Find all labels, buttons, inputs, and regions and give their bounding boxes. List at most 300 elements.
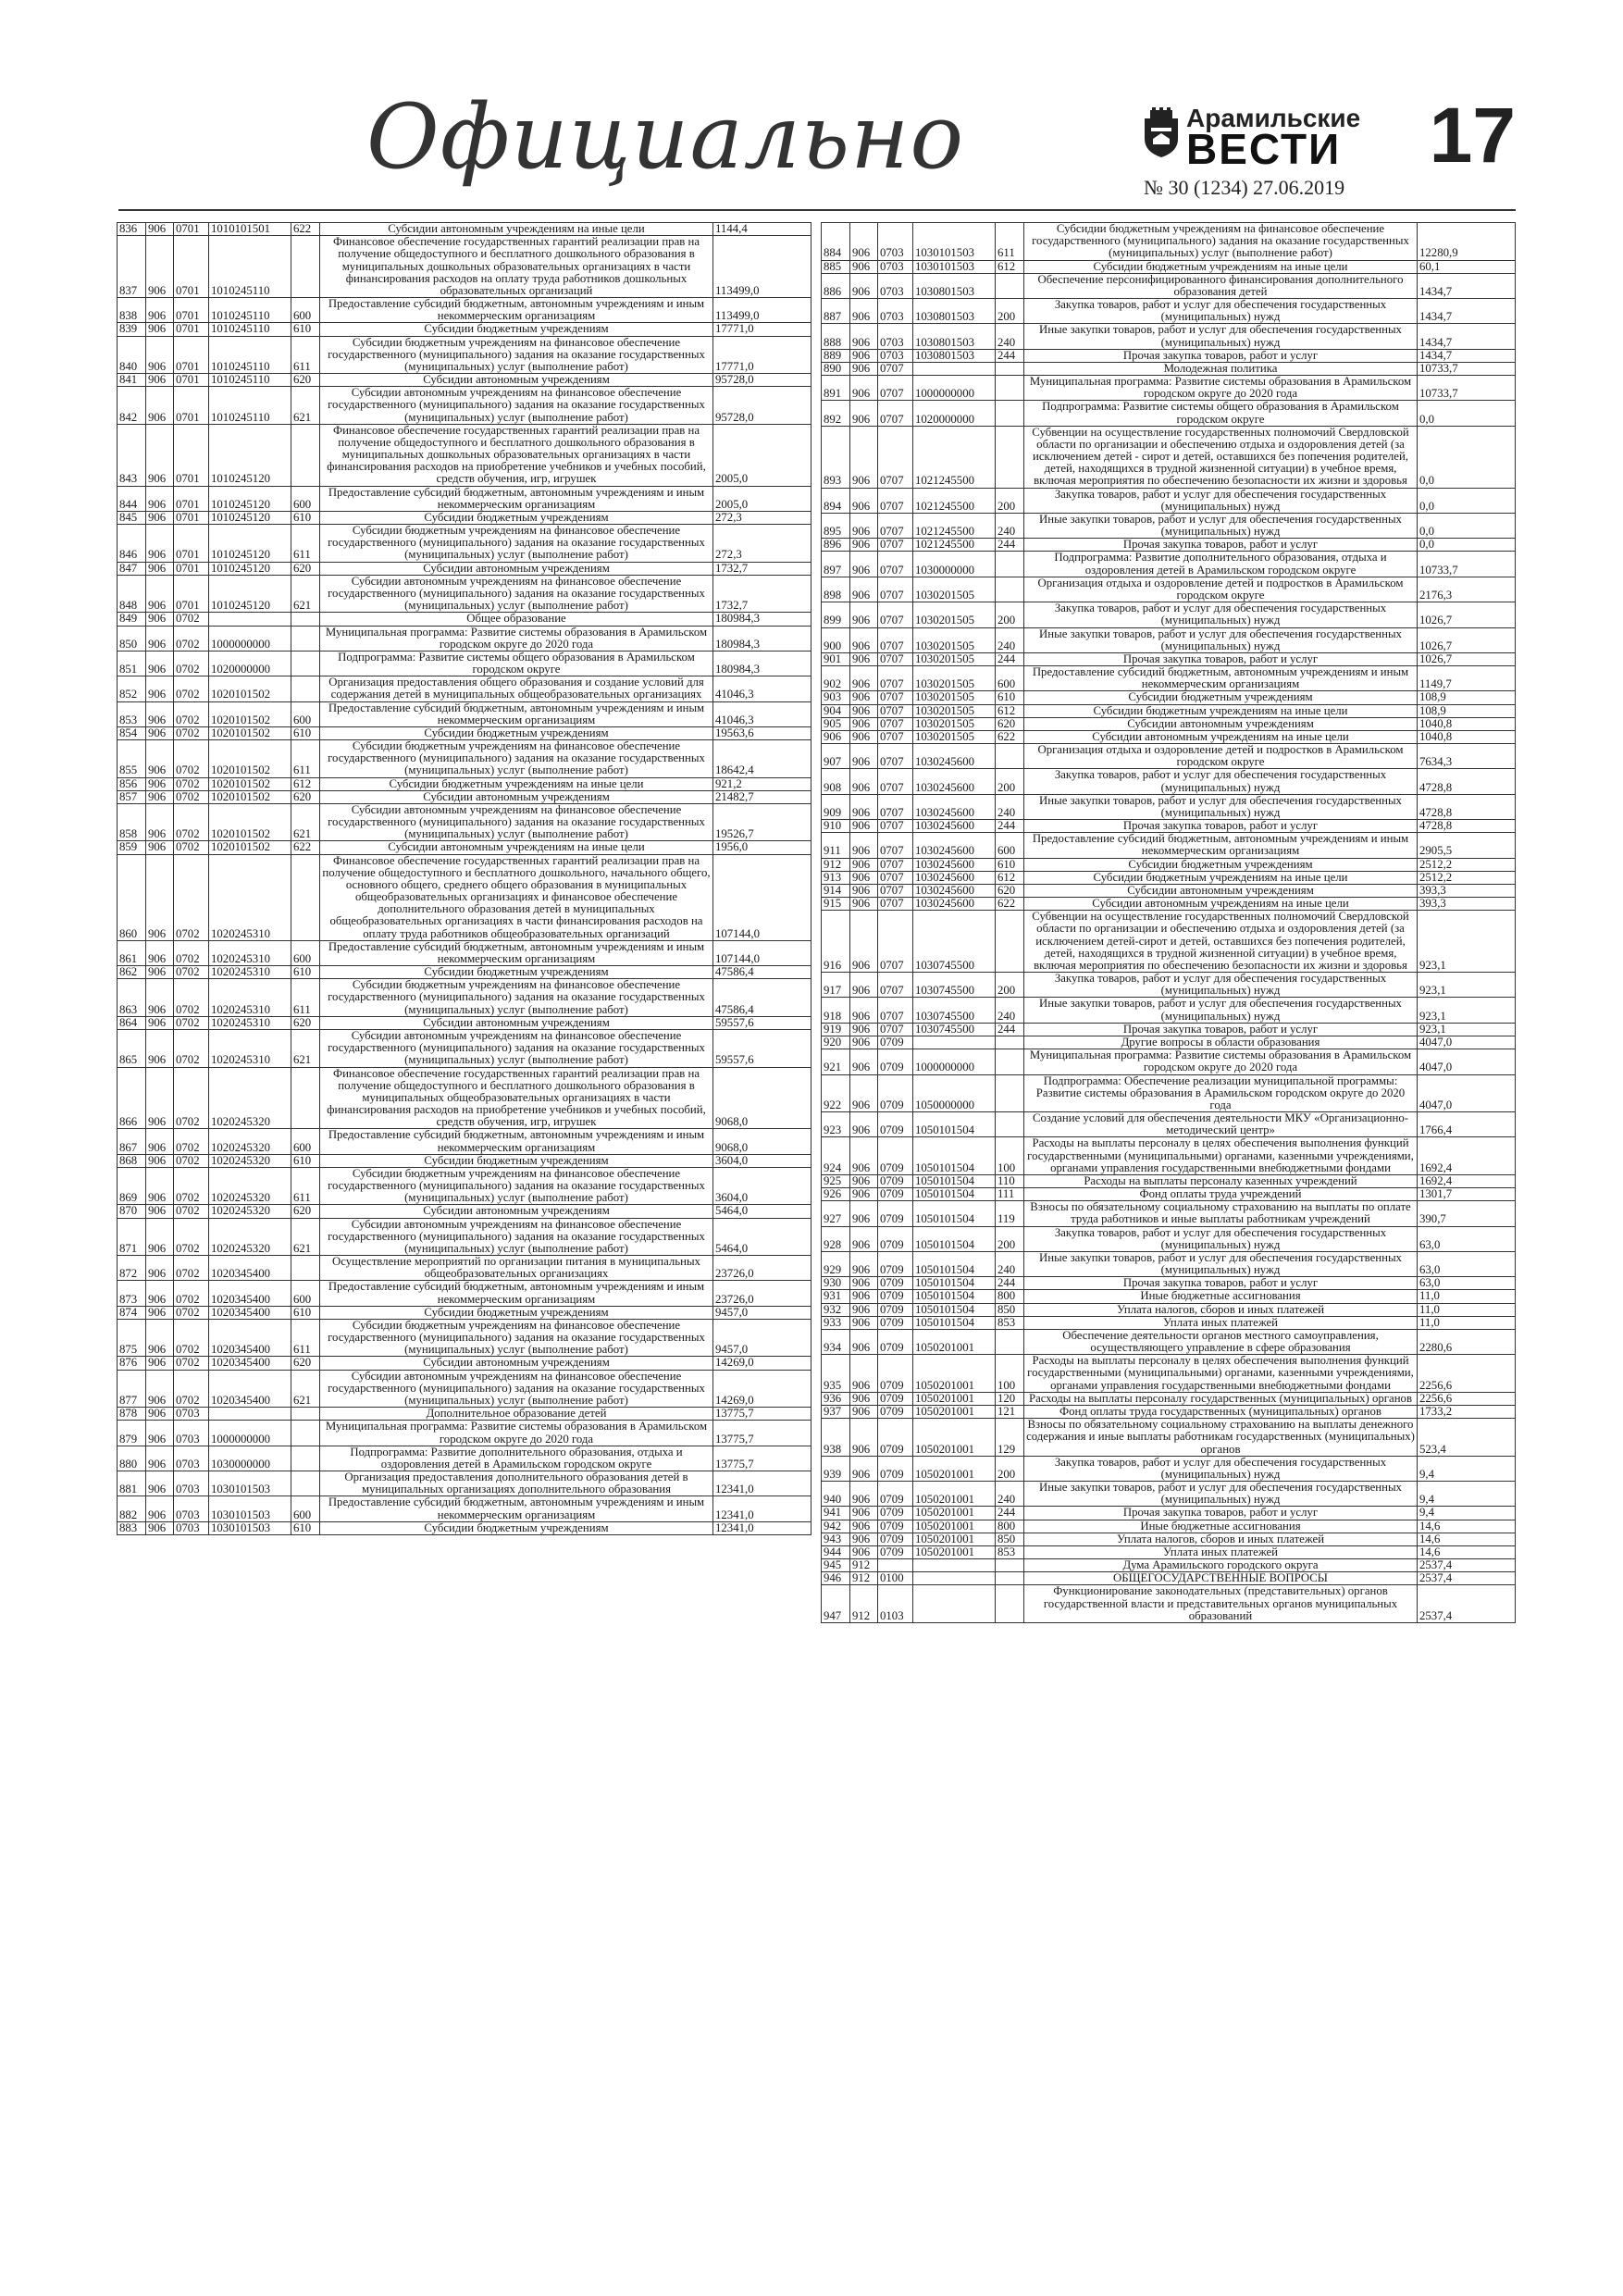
table-row xyxy=(118,1408,812,1421)
row-number-cell: 876 xyxy=(118,1357,146,1370)
table-row xyxy=(118,1016,812,1029)
row-number-cell: 886 xyxy=(822,273,850,298)
expense-type-cell: 119 xyxy=(996,1201,1024,1226)
section-code-cell: 0701 xyxy=(174,424,209,486)
description-cell: Предоставление субсидий бюджетным, автономным учреждениям и иным некоммерческим организациям xyxy=(320,486,713,511)
expense-type-cell: 600 xyxy=(996,833,1024,858)
amount-cell: 63,0 xyxy=(1418,1226,1516,1251)
department-code-cell: 906 xyxy=(850,513,878,538)
description-cell: Иные закупки товаров, работ и услуг для обеспечения государственных (муниципальных) нужд xyxy=(1024,627,1418,652)
section-code-cell: 0707 xyxy=(878,376,913,401)
article-code-cell: 1050101504 xyxy=(913,1226,996,1251)
row-number-cell: 865 xyxy=(118,1030,146,1068)
section-code-cell: 0707 xyxy=(878,652,913,665)
section-code-cell: 0709 xyxy=(878,1405,913,1418)
amount-cell: 11,0 xyxy=(1418,1303,1516,1316)
department-code-cell: 906 xyxy=(850,1329,878,1354)
table-row xyxy=(822,1277,1516,1290)
row-number-cell: 934 xyxy=(822,1329,850,1354)
section-code-cell: 0702 xyxy=(174,626,209,651)
amount-cell: 95728,0 xyxy=(713,387,812,425)
row-number-cell: 850 xyxy=(118,626,146,651)
description-cell: Закупка товаров, работ и услуг для обеспечения государственных (муниципальных) нужд xyxy=(1024,1456,1418,1481)
row-number-cell: 909 xyxy=(822,794,850,819)
section-code-cell: 0707 xyxy=(878,871,913,884)
article-code-cell: 1030201505 xyxy=(913,577,996,602)
description-cell: Субсидии бюджетным учреждениям xyxy=(320,323,713,336)
amount-cell: 1026,7 xyxy=(1418,602,1516,627)
expense-type-cell: 620 xyxy=(996,884,1024,897)
description-cell: Предоставление субсидий бюджетным, автономным учреждениям и иным некоммерческим организациям xyxy=(1024,833,1418,858)
amount-cell: 2512,2 xyxy=(1418,858,1516,871)
table-row xyxy=(822,652,1516,665)
section-code-cell: 0702 xyxy=(174,1319,209,1357)
row-number-cell: 882 xyxy=(118,1496,146,1521)
article-code-cell: 1050201001 xyxy=(913,1545,996,1558)
amount-cell: 3604,0 xyxy=(713,1154,812,1167)
amount-cell: 0,0 xyxy=(1418,513,1516,538)
section-code-cell: 0709 xyxy=(878,1201,913,1226)
description-cell: Расходы на выплаты персоналу в целях обеспечения выполнения функций государственными (муниципальными) органами, казенными учреждениями, органами управления государственными внебюджетными фондами xyxy=(1024,1137,1418,1175)
section-code-cell: 0701 xyxy=(174,323,209,336)
expense-type-cell: 621 xyxy=(291,803,320,841)
table-row xyxy=(822,1303,1516,1316)
article-code-cell xyxy=(913,1572,996,1585)
article-code-cell: 1020345400 xyxy=(209,1256,291,1281)
department-code-cell: 906 xyxy=(146,525,174,563)
section-code-cell: 0701 xyxy=(174,336,209,374)
department-code-cell: 906 xyxy=(146,626,174,651)
amount-cell: 10733,7 xyxy=(1418,552,1516,577)
table-row xyxy=(822,1482,1516,1507)
description-cell: Предоставление субсидий бюджетным, автономным учреждениям и иным некоммерческим организациям xyxy=(320,940,713,965)
masthead xyxy=(1140,102,1381,199)
amount-cell: 2537,4 xyxy=(1418,1585,1516,1623)
department-code-cell: 906 xyxy=(850,1049,878,1074)
section-code-cell: 0702 xyxy=(174,841,209,854)
department-code-cell: 906 xyxy=(850,1188,878,1201)
expense-type-cell xyxy=(996,401,1024,426)
section-code-cell: 0703 xyxy=(174,1446,209,1471)
description-cell: Предоставление субсидий бюджетным, автономным учреждениям и иным некоммерческим организациям xyxy=(320,1496,713,1521)
description-cell: Субсидии автономным учреждениям xyxy=(320,1357,713,1370)
department-code-cell: 906 xyxy=(850,1112,878,1137)
article-code-cell: 1050201001 xyxy=(913,1456,996,1481)
budget-table-left xyxy=(117,222,812,1535)
amount-cell: 1149,7 xyxy=(1418,666,1516,691)
article-code-cell: 1010245120 xyxy=(209,525,291,563)
description-cell: Дума Арамильского городского округа xyxy=(1024,1559,1418,1572)
description-cell: Фонд оплаты труда учреждений xyxy=(1024,1188,1418,1201)
expense-type-cell: 600 xyxy=(291,701,320,726)
description-cell: Финансовое обеспечение государственных гарантий реализации прав на получение общедоступного и бесплатного дошкольного, начального общего, основного общего, среднего общего образования в муниципальных общеобразовательных организациях и финансовое обеспечение дополнительного образования детей в муниципальных общеобразовательных организациях в части финансирования расходов на оплату труда работников общеобразовательных организаций xyxy=(320,854,713,940)
department-code-cell: 906 xyxy=(850,820,878,833)
expense-type-cell xyxy=(291,1408,320,1421)
expense-type-cell xyxy=(996,1112,1024,1137)
row-number-cell: 946 xyxy=(822,1572,850,1585)
article-code-cell: 1030245600 xyxy=(913,769,996,794)
row-number-cell: 902 xyxy=(822,666,850,691)
department-code-cell: 906 xyxy=(146,1306,174,1319)
section-code-cell: 0703 xyxy=(878,260,913,273)
department-code-cell: 906 xyxy=(146,1471,174,1496)
amount-cell: 113499,0 xyxy=(713,298,812,323)
expense-type-cell: 610 xyxy=(291,1154,320,1167)
article-code-cell: 1020345400 xyxy=(209,1306,291,1319)
row-number-cell: 923 xyxy=(822,1112,850,1137)
row-number-cell: 928 xyxy=(822,1226,850,1251)
article-code-cell: 1020345400 xyxy=(209,1370,291,1408)
row-number-cell: 940 xyxy=(822,1482,850,1507)
article-code-cell: 1030801503 xyxy=(913,273,996,298)
amount-cell: 523,4 xyxy=(1418,1419,1516,1457)
expense-type-cell: 612 xyxy=(996,260,1024,273)
table-row xyxy=(118,1496,812,1521)
section-code-cell: 0702 xyxy=(174,1067,209,1129)
row-number-cell: 873 xyxy=(118,1281,146,1306)
department-code-cell: 906 xyxy=(146,803,174,841)
table-row xyxy=(118,1319,812,1357)
article-code-cell: 1020245320 xyxy=(209,1067,291,1129)
section-code-cell: 0702 xyxy=(174,1129,209,1154)
article-code-cell: 1030101503 xyxy=(913,260,996,273)
row-number-cell: 903 xyxy=(822,691,850,704)
department-code-cell: 906 xyxy=(146,613,174,626)
row-number-cell: 913 xyxy=(822,871,850,884)
section-code-cell: 0702 xyxy=(174,651,209,676)
expense-type-cell: 600 xyxy=(291,1281,320,1306)
section-code-cell: 0103 xyxy=(878,1585,913,1623)
amount-cell: 17771,0 xyxy=(713,323,812,336)
amount-cell: 393,3 xyxy=(1418,898,1516,911)
left-column xyxy=(117,222,811,1535)
section-code-cell: 0709 xyxy=(878,1137,913,1175)
table-row xyxy=(822,704,1516,717)
expense-type-cell: 100 xyxy=(996,1355,1024,1393)
table-row xyxy=(118,966,812,979)
article-code-cell: 1030245600 xyxy=(913,833,996,858)
department-code-cell: 906 xyxy=(850,1507,878,1520)
amount-cell: 60,1 xyxy=(1418,260,1516,273)
section-code-cell: 0701 xyxy=(174,486,209,511)
row-number-cell: 906 xyxy=(822,730,850,743)
table-row xyxy=(822,1520,1516,1533)
expense-type-cell xyxy=(996,577,1024,602)
table-row xyxy=(118,626,812,651)
section-code-cell: 0701 xyxy=(174,298,209,323)
amount-cell: 10733,7 xyxy=(1418,362,1516,375)
amount-cell: 12341,0 xyxy=(713,1471,812,1496)
expense-type-cell: 611 xyxy=(291,525,320,563)
table-row xyxy=(118,979,812,1017)
row-number-cell: 917 xyxy=(822,973,850,998)
department-code-cell: 906 xyxy=(850,1036,878,1049)
expense-type-cell: 244 xyxy=(996,1277,1024,1290)
row-number-cell: 845 xyxy=(118,511,146,524)
section-code-cell: 0707 xyxy=(878,769,913,794)
table-row xyxy=(822,273,1516,298)
description-cell: Подпрограмма: Развитие системы общего образования в Арамильском городском округе xyxy=(320,651,713,676)
table-row xyxy=(118,511,812,524)
table-row xyxy=(822,376,1516,401)
description-cell: Организация отдыха и оздоровление детей и подростков в Арамильском городском округе xyxy=(1024,744,1418,769)
amount-cell: 59557,6 xyxy=(713,1016,812,1029)
department-code-cell: 906 xyxy=(850,898,878,911)
table-row xyxy=(822,730,1516,743)
expense-type-cell xyxy=(291,1421,320,1446)
description-cell: Субсидии автономным учреждениям xyxy=(320,790,713,803)
department-code-cell: 906 xyxy=(850,376,878,401)
department-code-cell: 906 xyxy=(850,652,878,665)
row-number-cell: 891 xyxy=(822,376,850,401)
row-number-cell: 937 xyxy=(822,1405,850,1418)
masthead-main: ВЕСТИ xyxy=(1186,125,1342,173)
expense-type-cell: 200 xyxy=(996,973,1024,998)
section-code-cell: 0703 xyxy=(878,349,913,362)
article-code-cell: 1050201001 xyxy=(913,1392,996,1405)
row-number-cell: 851 xyxy=(118,651,146,676)
section-code-cell: 0703 xyxy=(878,273,913,298)
table-row xyxy=(118,486,812,511)
article-code-cell: 1050101504 xyxy=(913,1251,996,1276)
department-code-cell: 906 xyxy=(146,790,174,803)
section-code-cell: 0709 xyxy=(878,1303,913,1316)
expense-type-cell xyxy=(996,376,1024,401)
department-code-cell: 906 xyxy=(146,651,174,676)
description-cell: Субсидии бюджетным учреждениям xyxy=(320,1306,713,1319)
section-code-cell: 0707 xyxy=(878,539,913,552)
expense-type-cell xyxy=(996,273,1024,298)
row-number-cell: 943 xyxy=(822,1533,850,1545)
section-code-cell: 0701 xyxy=(174,223,209,236)
description-cell: Финансовое обеспечение государственных гарантий реализации прав на получение общедоступного и бесплатного дошкольного образования в муниципальных дошкольных образовательных организациях в части финансирования расходов на приобретение учебников и учебных пособий, средств обучения, игр, игрушек xyxy=(320,424,713,486)
table-row xyxy=(822,1290,1516,1303)
department-code-cell: 906 xyxy=(146,1421,174,1446)
description-cell: Субсидии бюджетным учреждениям xyxy=(1024,858,1418,871)
row-number-cell: 927 xyxy=(822,1201,850,1226)
table-row xyxy=(118,613,812,626)
amount-cell: 1434,7 xyxy=(1418,324,1516,349)
description-cell: Субсидии бюджетным учреждениям на иные цели xyxy=(1024,260,1418,273)
department-code-cell: 906 xyxy=(146,940,174,965)
table-row xyxy=(822,1074,1516,1112)
department-code-cell: 906 xyxy=(146,854,174,940)
amount-cell: 1692,4 xyxy=(1418,1137,1516,1175)
amount-cell: 2512,2 xyxy=(1418,871,1516,884)
amount-cell: 108,9 xyxy=(1418,691,1516,704)
table-row xyxy=(118,854,812,940)
article-code-cell: 1050201001 xyxy=(913,1329,996,1354)
section-code-cell: 0702 xyxy=(174,1205,209,1218)
section-code-cell: 0707 xyxy=(878,911,913,973)
table-row xyxy=(822,744,1516,769)
amount-cell: 923,1 xyxy=(1418,998,1516,1023)
expense-type-cell: 610 xyxy=(291,1521,320,1534)
table-row xyxy=(822,1572,1516,1585)
department-code-cell: 906 xyxy=(146,298,174,323)
description-cell: Субсидии автономным учреждениям на финансовое обеспечение государственного (муниципального) задания на оказание государственных (муниципальных) услуг (выполнение работ) xyxy=(320,1030,713,1068)
amount-cell: 4047,0 xyxy=(1418,1074,1516,1112)
table-row xyxy=(118,575,812,613)
table-row xyxy=(822,552,1516,577)
article-code-cell: 1010245120 xyxy=(209,562,291,575)
section-code-cell: 0702 xyxy=(174,740,209,778)
row-number-cell: 838 xyxy=(118,298,146,323)
table-row xyxy=(822,362,1516,375)
row-number-cell: 875 xyxy=(118,1319,146,1357)
row-number-cell: 932 xyxy=(822,1303,850,1316)
article-code-cell: 1030245600 xyxy=(913,884,996,897)
description-cell: Субсидии автономным учреждениям xyxy=(320,562,713,575)
department-code-cell: 906 xyxy=(146,1370,174,1408)
amount-cell: 921,2 xyxy=(713,777,812,790)
article-code-cell: 1000000000 xyxy=(913,376,996,401)
row-number-cell: 844 xyxy=(118,486,146,511)
description-cell: Подпрограмма: Развитие дополнительного образования, отдыха и оздоровления детей в Арамильском городском округе xyxy=(320,1446,713,1471)
section-code-cell: 0709 xyxy=(878,1049,913,1074)
row-number-cell: 852 xyxy=(118,676,146,701)
row-number-cell: 935 xyxy=(822,1355,850,1393)
department-code-cell: 906 xyxy=(146,966,174,979)
article-code-cell: 1030201505 xyxy=(913,704,996,717)
amount-cell: 5464,0 xyxy=(713,1218,812,1256)
row-number-cell: 939 xyxy=(822,1456,850,1481)
description-cell: Уплата иных платежей xyxy=(1024,1316,1418,1329)
section-code-cell: 0702 xyxy=(174,1218,209,1256)
table-row xyxy=(822,833,1516,858)
row-number-cell: 936 xyxy=(822,1392,850,1405)
article-code-cell: 1000000000 xyxy=(209,1421,291,1446)
expense-type-cell: 240 xyxy=(996,998,1024,1023)
article-code-cell xyxy=(913,1559,996,1572)
article-code-cell: 1030201505 xyxy=(913,730,996,743)
section-code-cell: 0707 xyxy=(878,730,913,743)
description-cell: Субсидии автономным учреждениям на финансовое обеспечение государственного (муниципального) задания на оказание государственных (муниципальных) услуг (выполнение работ) xyxy=(320,575,713,613)
table-row xyxy=(822,602,1516,627)
row-number-cell: 933 xyxy=(822,1316,850,1329)
description-cell: Субсидии бюджетным учреждениям xyxy=(320,966,713,979)
row-number-cell: 938 xyxy=(822,1419,850,1457)
expense-type-cell: 240 xyxy=(996,1482,1024,1507)
description-cell: Субсидии автономным учреждениям на финансовое обеспечение государственного (муниципального) задания на оказание государственных (муниципальных) услуг (выполнение работ) xyxy=(320,803,713,841)
row-number-cell: 912 xyxy=(822,858,850,871)
article-code-cell: 1010245120 xyxy=(209,486,291,511)
description-cell: Иные закупки товаров, работ и услуг для обеспечения государственных (муниципальных) нужд xyxy=(1024,513,1418,538)
article-code-cell: 1020245320 xyxy=(209,1167,291,1205)
row-number-cell: 853 xyxy=(118,701,146,726)
amount-cell: 1026,7 xyxy=(1418,627,1516,652)
section-code-cell: 0709 xyxy=(878,1074,913,1112)
expense-type-cell: 620 xyxy=(291,374,320,387)
section-code-cell: 0702 xyxy=(174,1030,209,1068)
amount-cell: 63,0 xyxy=(1418,1277,1516,1290)
expense-type-cell: 244 xyxy=(996,1507,1024,1520)
amount-cell: 23726,0 xyxy=(713,1256,812,1281)
description-cell: Прочая закупка товаров, работ и услуг xyxy=(1024,652,1418,665)
expense-type-cell xyxy=(291,1256,320,1281)
table-row xyxy=(822,349,1516,362)
expense-type-cell: 621 xyxy=(291,575,320,613)
table-row xyxy=(822,1036,1516,1049)
section-code-cell: 0707 xyxy=(878,884,913,897)
article-code-cell: 1020245320 xyxy=(209,1205,291,1218)
article-code-cell: 1000000000 xyxy=(913,1049,996,1074)
expense-type-cell xyxy=(291,1471,320,1496)
department-code-cell: 906 xyxy=(850,324,878,349)
table-row xyxy=(118,374,812,387)
description-cell: Субсидии бюджетным учреждениям xyxy=(1024,691,1418,704)
row-number-cell: 858 xyxy=(118,803,146,841)
section-code-cell: 0702 xyxy=(174,1154,209,1167)
department-code-cell: 906 xyxy=(850,627,878,652)
section-code-cell: 0709 xyxy=(878,1355,913,1393)
department-code-cell: 906 xyxy=(146,1357,174,1370)
expense-type-cell: 610 xyxy=(291,966,320,979)
table-row xyxy=(118,236,812,298)
department-code-cell: 906 xyxy=(146,387,174,425)
description-cell: Субсидии автономным учреждениям на финансовое обеспечение государственного (муниципального) задания на оказание государственных (муниципальных) услуг (выполнение работ) xyxy=(320,1370,713,1408)
row-number-cell: 905 xyxy=(822,717,850,730)
description-cell: ОБЩЕГОСУДАРСТВЕННЫЕ ВОПРОСЫ xyxy=(1024,1572,1418,1585)
row-number-cell: 924 xyxy=(822,1137,850,1175)
budget-table-right xyxy=(821,222,1516,1623)
table-row xyxy=(118,803,812,841)
article-code-cell: 1050201001 xyxy=(913,1419,996,1457)
description-cell: Уплата иных платежей xyxy=(1024,1545,1418,1558)
department-code-cell: 912 xyxy=(850,1585,878,1623)
article-code-cell: 1030101503 xyxy=(913,223,996,261)
amount-cell: 12341,0 xyxy=(713,1521,812,1534)
section-code-cell: 0707 xyxy=(878,602,913,627)
row-number-cell: 839 xyxy=(118,323,146,336)
article-code-cell: 1030101503 xyxy=(209,1496,291,1521)
article-code-cell: 1020101502 xyxy=(209,803,291,841)
expense-type-cell: 622 xyxy=(291,223,320,236)
row-number-cell: 931 xyxy=(822,1290,850,1303)
row-number-cell: 843 xyxy=(118,424,146,486)
expense-type-cell xyxy=(291,626,320,651)
section-code-cell: 0702 xyxy=(174,940,209,965)
article-code-cell: 1020245310 xyxy=(209,979,291,1017)
department-code-cell: 906 xyxy=(146,841,174,854)
section-code-cell: 0703 xyxy=(878,324,913,349)
amount-cell: 59557,6 xyxy=(713,1030,812,1068)
article-code-cell: 1050101504 xyxy=(913,1112,996,1137)
article-code-cell: 1020245310 xyxy=(209,1016,291,1029)
row-number-cell: 846 xyxy=(118,525,146,563)
expense-type-cell: 244 xyxy=(996,1023,1024,1036)
expense-type-cell: 610 xyxy=(291,726,320,739)
description-cell: Фонд оплаты труда государственных (муниципальных) органов xyxy=(1024,1405,1418,1418)
description-cell: Субсидии бюджетным учреждениям на финансовое обеспечение государственного (муниципального) задания на оказание государственных (муниципальных) услуг (выполнение работ) xyxy=(320,740,713,778)
section-code-cell: 0702 xyxy=(174,790,209,803)
description-cell: Субсидии автономным учреждениям xyxy=(320,374,713,387)
section-code-cell: 0707 xyxy=(878,488,913,513)
row-number-cell: 837 xyxy=(118,236,146,298)
section-code-cell: 0709 xyxy=(878,1188,913,1201)
description-cell: Предоставление субсидий бюджетным, автономным учреждениям и иным некоммерческим организациям xyxy=(320,1281,713,1306)
expense-type-cell: 600 xyxy=(291,486,320,511)
section-code-cell: 0702 xyxy=(174,777,209,790)
department-code-cell: 906 xyxy=(850,1456,878,1481)
article-code-cell: 1020345400 xyxy=(209,1319,291,1357)
amount-cell: 4728,8 xyxy=(1418,820,1516,833)
description-cell: Прочая закупка товаров, работ и услуг xyxy=(1024,820,1418,833)
row-number-cell: 857 xyxy=(118,790,146,803)
table-row xyxy=(822,1023,1516,1036)
article-code-cell: 1010245110 xyxy=(209,298,291,323)
amount-cell: 41046,3 xyxy=(713,676,812,701)
